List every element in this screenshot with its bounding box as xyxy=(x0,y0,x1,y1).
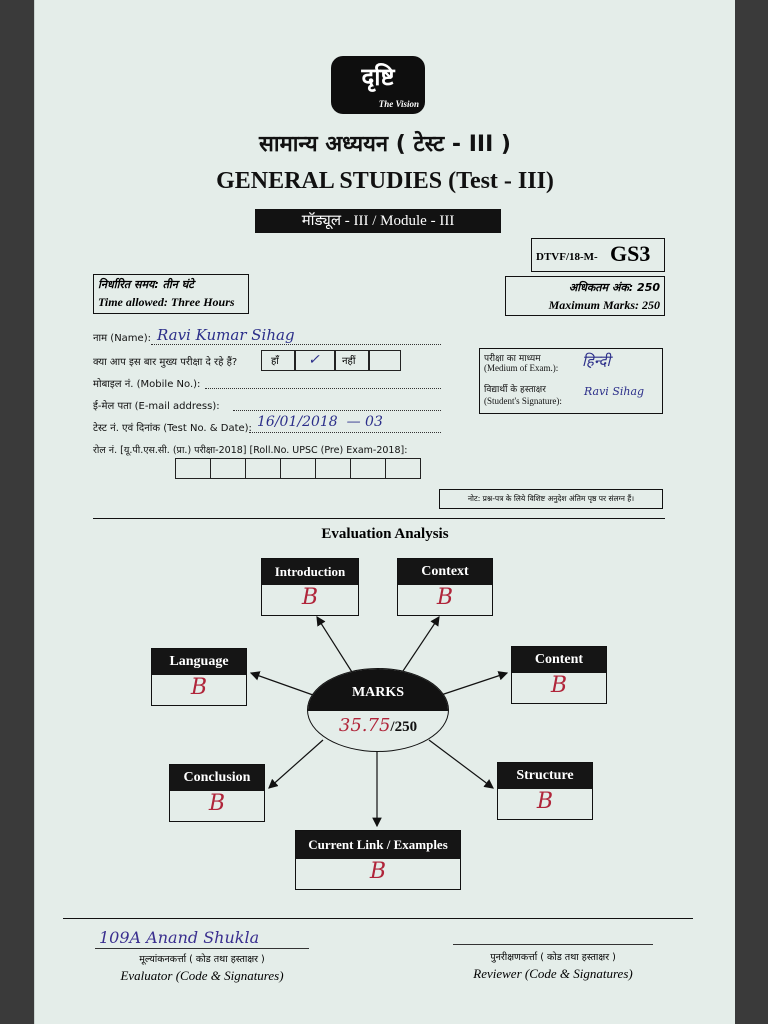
current-link-grade: B xyxy=(369,859,387,884)
structure-box xyxy=(497,762,593,820)
introduction-grade: B xyxy=(301,585,319,610)
marks-ellipse xyxy=(307,668,449,752)
roll-digit-box[interactable] xyxy=(175,458,211,479)
email-label: ई-मेल पता (E-mail address): xyxy=(93,401,220,412)
student-signature: Ravi Sihag xyxy=(584,385,645,398)
marks-score: 35.75 xyxy=(338,715,391,736)
structure-label: Structure xyxy=(498,763,592,789)
roll-digit-box[interactable] xyxy=(385,458,421,479)
content-label: Content xyxy=(512,647,606,673)
marks-label: MARKS xyxy=(351,685,405,700)
medium-signature-box xyxy=(479,348,663,414)
roll-number-label: रोल नं. [यू.पी.एस.सी. (प्रा.) परीक्षा-2018] [Roll.No. UPSC (Pre) Exam-2018]: xyxy=(93,445,408,456)
marks-score-row xyxy=(308,715,448,736)
reviewer-sign-line xyxy=(453,944,653,945)
yes-label: हाँ xyxy=(271,356,279,367)
medium-value: हिन्दी xyxy=(582,352,611,370)
mobile-label: मोबाइल नं. (Mobile No.): xyxy=(93,379,201,390)
mains-question-label: क्या आप इस बार मुख्य परीक्षा दे रहे हैं? xyxy=(93,357,238,368)
no-tick-box[interactable] xyxy=(369,350,401,371)
content-box xyxy=(511,646,607,704)
language-box xyxy=(151,648,247,706)
reviewer-label-english: Reviewer (Code & Signatures) xyxy=(473,966,633,981)
instructions-note: नोट: प्रश्न-पत्र के लिये विशिष्ट अनुदेश अंतिम पृष्ठ पर संलग्न हैं। xyxy=(439,489,663,509)
yes-tick-box[interactable] xyxy=(295,350,335,371)
evaluator-signature: 109A Anand Shukla xyxy=(99,928,260,947)
evaluator-sign-line xyxy=(95,948,309,949)
context-box xyxy=(397,558,493,616)
logo-tagline: The Vision xyxy=(378,99,419,109)
test-date-line[interactable] xyxy=(249,432,441,433)
name-line xyxy=(151,344,441,345)
test-code-prefix: DTVF/18-M- xyxy=(536,251,598,263)
test-code-box xyxy=(531,238,665,272)
time-english: Time allowed: Three Hours xyxy=(98,295,235,309)
evaluation-title: Evaluation Analysis xyxy=(321,526,449,542)
roll-digit-box[interactable] xyxy=(245,458,281,479)
footer-divider xyxy=(63,918,693,919)
test-date-label: टेस्ट नं. एवं दिनांक (Test No. & Date): xyxy=(93,423,252,434)
name-label: नाम (Name): xyxy=(93,333,151,344)
language-grade: B xyxy=(190,675,208,700)
signature-label-english: (Student's Signature): xyxy=(484,396,562,406)
medium-label-hindi: परीक्षा का माध्यम xyxy=(484,354,541,364)
medium-label-english: (Medium of Exam.): xyxy=(484,363,559,373)
time-hindi: निर्धारित समय: तीन घंटे xyxy=(98,278,194,291)
evaluator-label-english: Evaluator (Code & Signatures) xyxy=(120,968,284,983)
marks-total: /250 xyxy=(390,719,418,735)
title-hindi: सामान्य अध्ययन ( टेस्ट - III ) xyxy=(259,132,511,157)
drishti-logo xyxy=(331,56,425,114)
evaluator-label-hindi: मूल्यांकनकर्त्ता ( कोड तथा हस्ताक्षर ) xyxy=(139,954,265,965)
roll-digit-box[interactable] xyxy=(315,458,351,479)
roll-digit-box[interactable] xyxy=(280,458,316,479)
divider xyxy=(93,518,665,519)
current-link-label: Current Link / Examples xyxy=(296,831,460,859)
tick-mark: ✓ xyxy=(308,352,320,368)
conclusion-grade: B xyxy=(208,791,226,816)
no-label: नहीं xyxy=(342,356,356,367)
introduction-label: Introduction xyxy=(262,559,358,585)
answer-sheet-cover xyxy=(34,0,735,1024)
title-english: GENERAL STUDIES (Test - III) xyxy=(216,168,554,194)
test-code-suffix: GS3 xyxy=(610,241,651,266)
yes-box[interactable] xyxy=(261,350,295,371)
name-value: Ravi Kumar Sihag xyxy=(157,326,295,344)
module-banner: मॉड्यूल - III / Module - III xyxy=(255,209,501,233)
introduction-box xyxy=(261,558,359,616)
test-date-value: 16/01/2018 — 03 xyxy=(257,414,383,430)
no-box[interactable] xyxy=(335,350,369,371)
reviewer-label-hindi: पुनरीक्षणकर्त्ता ( कोड तथा हस्ताक्षर ) xyxy=(490,952,616,963)
language-label: Language xyxy=(152,649,246,675)
conclusion-box xyxy=(169,764,265,822)
max-marks-english: Maximum Marks: 250 xyxy=(548,298,660,312)
logo-text: दृष्टि xyxy=(361,63,395,91)
structure-grade: B xyxy=(536,789,554,814)
time-allowed-box xyxy=(93,274,249,314)
context-grade: B xyxy=(436,585,454,610)
max-marks-hindi: अधिकतम अंक: 250 xyxy=(568,281,660,294)
context-label: Context xyxy=(398,559,492,585)
current-link-box xyxy=(295,830,461,890)
email-line[interactable] xyxy=(233,410,441,411)
signature-label-hindi: विद्यार्थी के हस्ताक्षर xyxy=(484,385,546,395)
roll-digit-box[interactable] xyxy=(350,458,386,479)
conclusion-label: Conclusion xyxy=(170,765,264,791)
roll-digit-box[interactable] xyxy=(210,458,246,479)
mobile-line[interactable] xyxy=(205,388,441,389)
maximum-marks-box xyxy=(505,276,665,316)
content-grade: B xyxy=(550,673,568,698)
